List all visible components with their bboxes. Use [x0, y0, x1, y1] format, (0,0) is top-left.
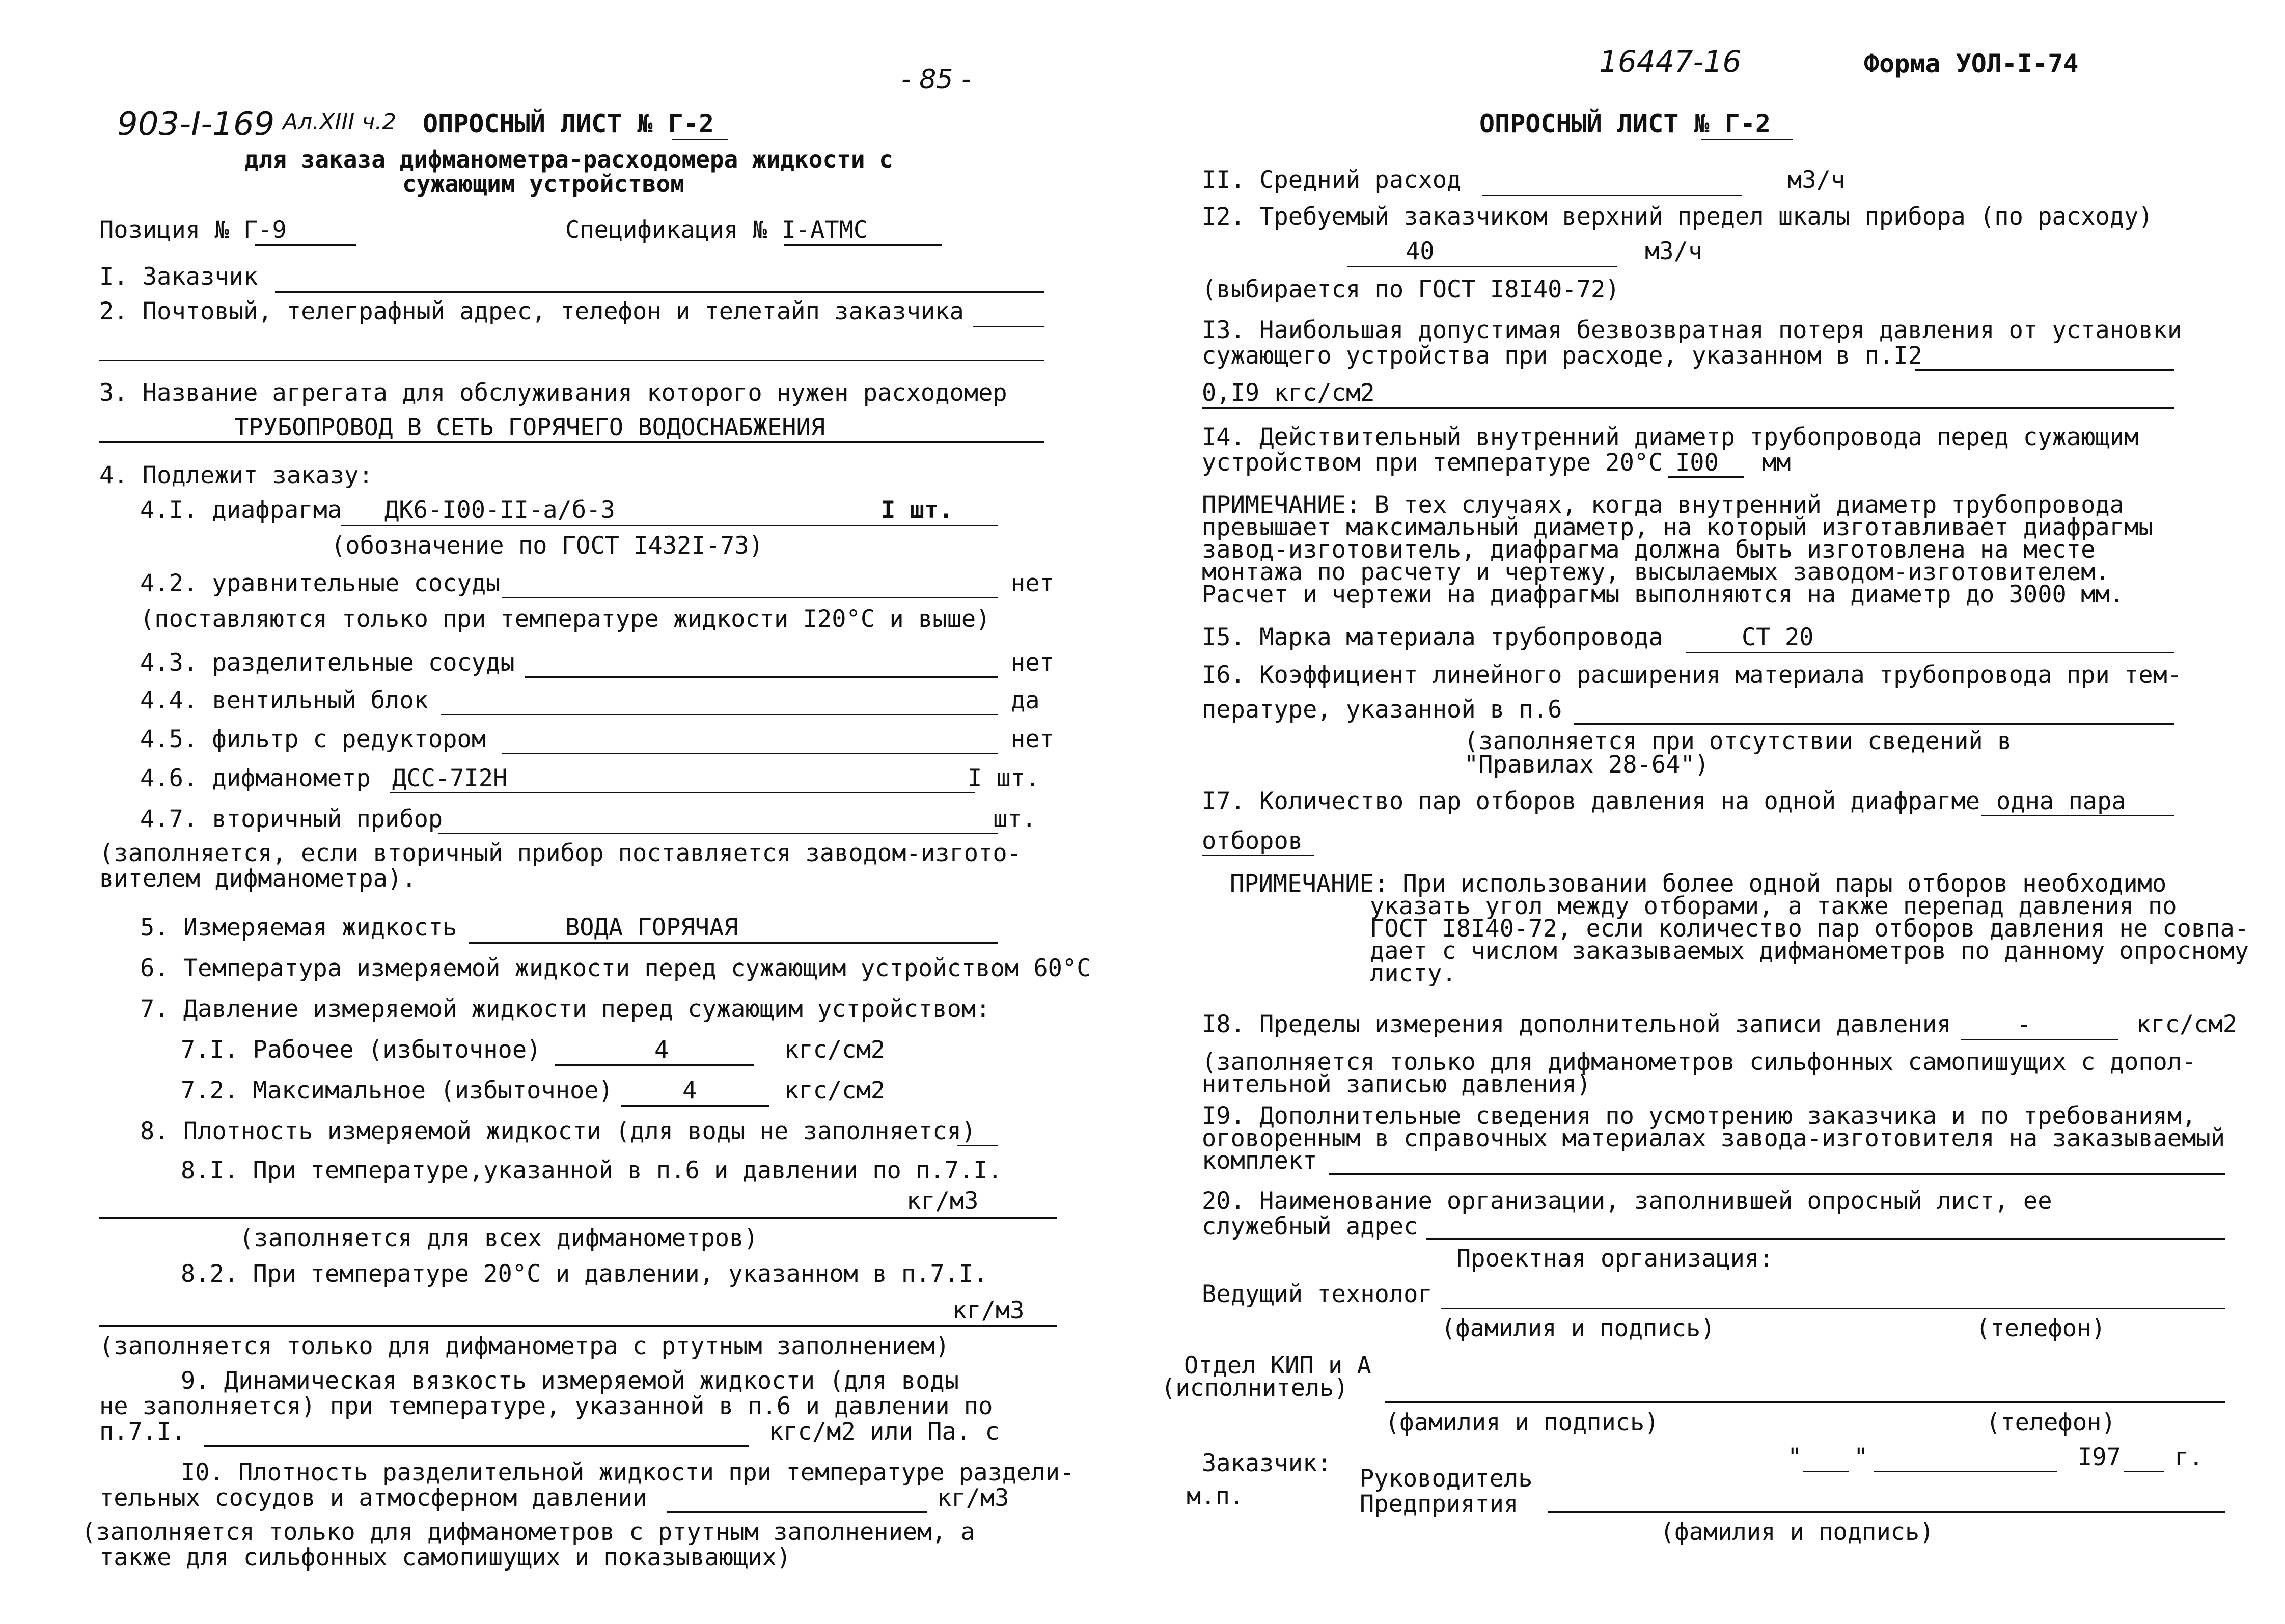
item-12-field[interactable]	[1347, 266, 1617, 267]
item-8-2-field[interactable]	[99, 1325, 1057, 1327]
item-14-field[interactable]	[1668, 476, 1744, 478]
item-4-4-field[interactable]	[441, 714, 998, 715]
item-15-value: СТ 20	[1742, 623, 1814, 651]
item-4-2-value: нет	[1011, 569, 1054, 597]
item-11-avg-flow: II. Средний расход	[1202, 166, 1462, 194]
item-10-unit: кг/м3	[937, 1484, 1009, 1512]
item-4-order: 4. Подлежит заказу:	[99, 461, 373, 489]
item-14-unit: мм	[1762, 449, 1791, 477]
item-4-7-note-line2: вителем дифманометра).	[99, 865, 417, 893]
spec-underline	[784, 244, 942, 246]
item-4-3-field[interactable]	[525, 676, 998, 678]
item-2-field-a[interactable]	[973, 326, 1044, 327]
item-11-unit: м3/ч	[1787, 166, 1846, 194]
item-13-line1: I3. Наибольшая допустимая безвозвратная потеря давления от установки	[1202, 316, 2182, 344]
item-4-2-field[interactable]	[502, 597, 998, 598]
item-10-note-line2: также для сильфонных самопишущих и показывающих)	[99, 1544, 791, 1572]
item-17-field-b[interactable]	[1202, 855, 1314, 856]
item-12-upper-limit: I2. Требуемый заказчиком верхний предел шкалы прибора (по расходу)	[1202, 203, 2153, 231]
customer-label: Заказчик:	[1202, 1449, 1332, 1477]
item-3-field[interactable]	[99, 441, 1044, 443]
note-b-line1: ПРИМЕЧАНИЕ: При использовании более одной пары отборов необходимо	[1230, 870, 2167, 898]
lead-technologist-field[interactable]	[1441, 1308, 2225, 1309]
item-13-field-a[interactable]	[1915, 369, 2174, 371]
item-4-6-quantity: I шт.	[968, 764, 1040, 792]
item-18-value: -	[2017, 1010, 2031, 1038]
note-a-line4: монтажа по расчету и чертежу, высылаемых заводом-изготовителем.	[1202, 558, 2110, 586]
title-number-underline	[672, 139, 728, 140]
lead-technologist-label: Ведущий технолог	[1202, 1280, 1433, 1308]
item-13-field-b[interactable]	[1202, 407, 2174, 409]
item-17-value-1: одна пара	[1996, 787, 2126, 815]
item-7-2-max-pressure: 7.2. Максимальное (избыточное)	[181, 1077, 613, 1105]
signature-caption-2: (фамилия и подпись)	[1385, 1409, 1659, 1437]
executor-label: (исполнитель)	[1161, 1374, 1348, 1402]
page-number: - 85 -	[901, 64, 971, 95]
note-a-line1: ПРИМЕЧАНИЕ: В тех случаях, когда внутренний диаметр трубопровода	[1202, 491, 2124, 519]
item-14-line2: устройством при температуре 20°С	[1202, 449, 1663, 477]
item-13-value: 0,I9 кгс/см2	[1202, 379, 1375, 407]
item-19-line3: комплект	[1202, 1147, 1317, 1175]
item-4-6-manometer: 4.6. дифманометр	[140, 764, 371, 792]
item-4-7-quantity: шт.	[993, 805, 1036, 833]
item-20-line1: 20. Наименование организации, заполнившей опросный лист, ее	[1202, 1187, 2052, 1215]
item-4-7-secondary-device: 4.7. вторичный прибор	[140, 805, 443, 833]
item-8-1-density-at-temp: 8.I. При температуре,указанной в п.6 и давлении по п.7.I.	[181, 1157, 1002, 1185]
item-19-field[interactable]	[1329, 1173, 2225, 1175]
item-17-value-2: отборов	[1202, 827, 1303, 855]
item-8-2-density-at-20c: 8.2. При температуре 20°С и давлении, указанном в п.7.I.	[181, 1260, 988, 1288]
item-19-line2: оговоренным в справочных материалах завода-изготовителя на заказываемый	[1202, 1124, 2225, 1152]
item-11-field[interactable]	[1482, 195, 1742, 196]
item-9-line1: 9. Динамическая вязкость измеряемой жидкости (для воды	[181, 1367, 959, 1395]
item-8-field[interactable]	[957, 1145, 998, 1146]
item-13-line2: сужающего устройства при расходе, указанном в п.I2	[1202, 342, 1922, 370]
note-a-line2: превышает максимальный диаметр, на который изготавливает диафрагмы	[1202, 513, 2153, 541]
signature-caption-1: (фамилия и подпись)	[1441, 1314, 1715, 1342]
item-18-pressure-range: I8. Пределы измерения дополнительной записи давления	[1202, 1010, 1951, 1038]
head-label-line2: Предприятия	[1360, 1490, 1519, 1518]
item-12-unit: м3/ч	[1645, 237, 1703, 265]
item-2-field-b[interactable]	[99, 360, 1044, 361]
item-9-line3: п.7.I.	[99, 1418, 186, 1446]
right-title-underline	[1701, 139, 1793, 140]
item-2-address: 2. Почтовый, телеграфный адрес, телефон и телетайп заказчика	[99, 297, 964, 325]
item-4-1-field[interactable]	[341, 525, 998, 526]
item-10-line1: I0. Плотность разделительной жидкости при температуре раздели-	[181, 1458, 1075, 1487]
item-4-6-value: ДСС-7I2Н	[392, 764, 508, 792]
item-5-value: ВОДА ГОРЯЧАЯ	[565, 914, 738, 942]
item-4-4-valve-block: 4.4. вентильный блок	[140, 686, 428, 714]
item-4-4-value: да	[1011, 686, 1040, 714]
kip-department-field[interactable]	[1385, 1401, 2225, 1403]
head-signature-field[interactable]	[1548, 1511, 2225, 1513]
note-a-line5: Расчет и чертежи на диафрагмы выполняются на диаметр до 3000 мм.	[1202, 581, 2124, 609]
item-12-note: (выбирается по ГОСТ I8I40-72)	[1202, 276, 1620, 304]
head-label-line1: Руководитель	[1360, 1465, 1533, 1493]
item-20-field[interactable]	[1426, 1238, 2225, 1240]
kip-department-label: Отдел КИП и А	[1184, 1352, 1371, 1380]
item-18-unit: кгс/см2	[2136, 1010, 2238, 1038]
item-8-1-unit: кг/м3	[906, 1187, 979, 1215]
note-b-line5: листу.	[1370, 959, 1456, 987]
item-4-1-quantity: I шт.	[881, 496, 953, 524]
note-b-line3: ГОСТ I8I40-72, если количество пар отборов давления не совпа-	[1370, 915, 2249, 943]
item-16-note-line1: (заполняется при отсутствии сведений в	[1464, 727, 2012, 755]
item-7-2-unit: кгс/см2	[784, 1077, 886, 1105]
item-9-field[interactable]	[204, 1445, 749, 1447]
item-5-liquid: 5. Измеряемая жидкость	[140, 914, 457, 942]
date-quote-open: "	[1787, 1443, 1802, 1471]
item-16-line1: I6. Коэффициент линейного расширения материала трубопровода при тем-	[1202, 661, 2182, 689]
note-b-line2: указать угол между отборами, а также перепад давления по	[1370, 892, 2177, 920]
phone-caption-1: (телефон)	[1976, 1314, 2106, 1342]
item-4-2-equalizing-vessels: 4.2. уравнительные сосуды	[140, 569, 501, 597]
document-number: 16447-16	[1599, 44, 1742, 79]
item-4-1-note: (обозначение по ГОСТ I432I-73)	[331, 532, 763, 560]
item-16-line2: пературе, указанной в п.6	[1202, 696, 1562, 724]
item-18-field[interactable]	[1961, 1039, 2118, 1040]
item-4-5-field[interactable]	[502, 753, 998, 754]
form-code: Форма УОЛ-I-74	[1864, 49, 2079, 78]
item-4-5-value: нет	[1011, 725, 1054, 753]
item-9-line2: не заполняется) при температуре, указанной в п.6 и давлении по	[99, 1392, 993, 1420]
item-8-2-note: (заполняется только для дифманометра с ртутным заполнением)	[99, 1332, 950, 1360]
item-7-1-working-pressure: 7.I. Рабочее (избыточное)	[181, 1036, 541, 1064]
item-4-6-field[interactable]	[390, 792, 975, 793]
item-4-5-filter: 4.5. фильтр с редуктором	[140, 725, 486, 753]
left-subtitle-line1: для заказа дифманометра-расходомера жидкости с	[244, 146, 893, 173]
date-day-field[interactable]	[1803, 1471, 1849, 1472]
item-17-field-a[interactable]	[1981, 815, 2174, 816]
note-a-line3: завод-изготовитель, диафрагма должна быть изготовлена на месте	[1202, 536, 2096, 564]
item-14-line1: I4. Действительный внутренний диаметр трубопровода перед сужающим	[1202, 423, 2139, 451]
item-7-1-unit: кгс/см2	[784, 1036, 886, 1064]
item-8-density: 8. Плотность измеряемой жидкости (для воды не заполняется)	[140, 1117, 976, 1145]
item-18-note-line1: (заполняется только для дифманометров сильфонных самопишущих с допол-	[1202, 1048, 2196, 1076]
right-form-title: ОПРОСНЫЙ ЛИСТ № Г-2	[1479, 109, 1771, 139]
item-10-line2: тельных сосудов и атмосферном давлении	[99, 1484, 647, 1512]
item-18-note-line2: нительной записью давления)	[1202, 1070, 1591, 1098]
date-quote-close: "	[1854, 1443, 1868, 1471]
signature-caption-3: (фамилия и подпись)	[1660, 1518, 1934, 1546]
item-4-2-note: (поставляются только при температуре жидкости I20°С и выше)	[140, 605, 990, 633]
item-7-2-field[interactable]	[621, 1105, 769, 1107]
left-form-title: ОПРОСНЫЙ ЛИСТ № Г-2	[423, 109, 714, 139]
note-b-line4: дает с числом заказываемых дифманометров по данному опросному	[1370, 937, 2249, 965]
item-5-field[interactable]	[469, 942, 998, 944]
item-8-2-unit: кг/м3	[952, 1297, 1025, 1325]
item-4-3-separating-vessels: 4.3. разделительные сосуды	[140, 649, 515, 677]
item-16-note-line2: "Правилах 28-64")	[1464, 751, 1710, 779]
item-16-field[interactable]	[1574, 723, 2174, 725]
item-8-1-note: (заполняется для всех дифманометров)	[239, 1224, 758, 1252]
design-org-label: Проектная организация:	[1456, 1245, 1774, 1273]
item-8-1-field[interactable]	[99, 1217, 1057, 1219]
item-7-1-value: 4	[654, 1036, 669, 1064]
item-3-value: ТРУБОПРОВОД В СЕТЬ ГОРЯЧЕГО ВОДОСНАБЖЕНИЯ	[234, 414, 825, 442]
item-19-line1: I9. Дополнительные сведения по усмотрению заказчика и по требованиям,	[1202, 1102, 2196, 1130]
date-month-field[interactable]	[1874, 1471, 2057, 1472]
item-10-field[interactable]	[667, 1511, 927, 1513]
spec-label: Спецификация № I-АТМС	[565, 216, 868, 244]
handwritten-reference-2: Ал.XIII ч.2	[283, 109, 397, 135]
item-7-2-value: 4	[682, 1077, 697, 1105]
item-4-1-value: ДК6-I00-II-а/б-3	[384, 496, 615, 524]
item-4-7-field[interactable]	[438, 833, 998, 834]
item-4-7-note-line1: (заполняется, если вторичный прибор поставляется заводом-изгото-	[99, 839, 1022, 867]
item-14-value: I00	[1675, 449, 1719, 477]
left-subtitle-line2: сужающим устройством	[402, 170, 684, 198]
phone-caption-2: (телефон)	[1986, 1409, 2116, 1437]
item-15-pipe-material: I5. Марка материала трубопровода	[1202, 623, 1663, 651]
date-year-suffix: г.	[2174, 1443, 2204, 1471]
date-year-prefix: I97	[2078, 1443, 2121, 1471]
position-label: Позиция № Г-9	[99, 216, 287, 244]
item-20-line2: служебный адрес	[1202, 1213, 1418, 1241]
item-9-unit: кгс/м2 или Па. с	[769, 1418, 1000, 1446]
item-6-temperature: 6. Температура измеряемой жидкости перед сужающим устройством 60°С	[140, 954, 1091, 982]
handwritten-reference: 903-I-169	[117, 105, 275, 143]
item-12-value: 40	[1406, 237, 1435, 265]
item-4-1-diaphragm: 4.I. диафрагма	[140, 496, 342, 524]
item-7-1-field[interactable]	[555, 1064, 754, 1066]
item-15-field[interactable]	[1686, 652, 2174, 653]
item-3-unit-name: 3. Название агрегата для обслуживания которого нужен расходомер	[99, 379, 1007, 407]
seal-place-label: м.п.	[1187, 1482, 1245, 1510]
item-7-pressure: 7. Давление измеряемой жидкости перед сужающим устройством:	[140, 995, 990, 1023]
item-1-customer: I. Заказчик	[99, 263, 258, 291]
item-4-3-value: нет	[1011, 649, 1054, 677]
date-year-field[interactable]	[2124, 1471, 2164, 1472]
position-underline	[255, 244, 356, 246]
item-10-note-line1: (заполняется только для дифманометров с ртутным заполнением, а	[81, 1518, 975, 1546]
item-17-tap-pairs: I7. Количество пар отборов давления на одной диафрагме	[1202, 787, 1980, 815]
item-1-field[interactable]	[275, 291, 1044, 293]
